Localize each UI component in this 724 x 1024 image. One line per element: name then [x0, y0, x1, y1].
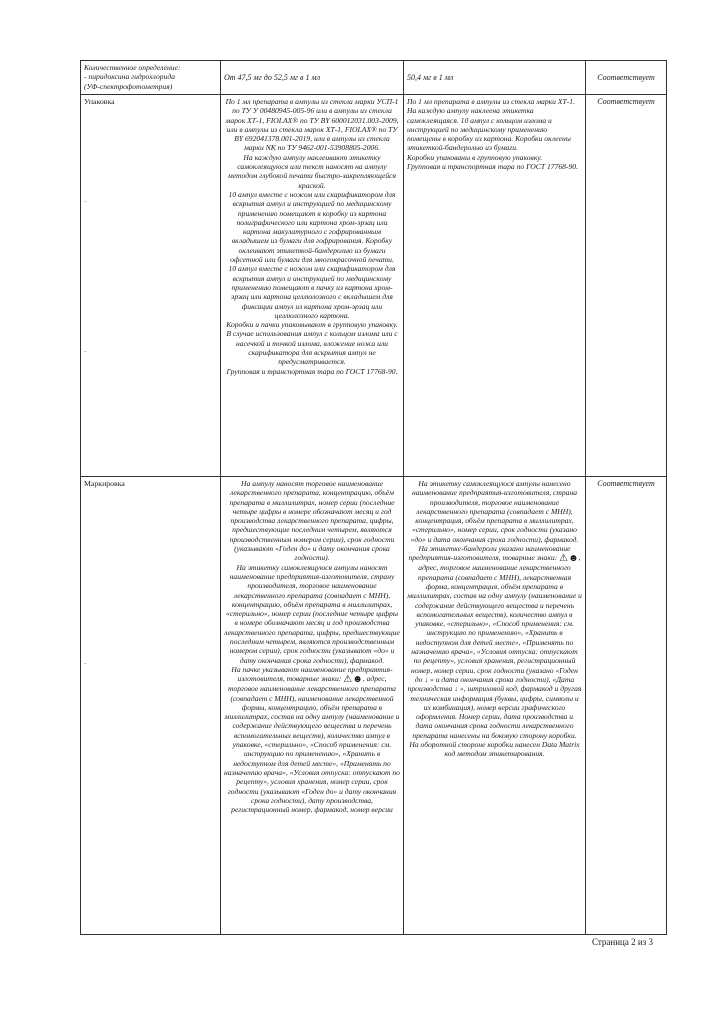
pack-name-cell: [81, 95, 221, 477]
mark-name: Маркировка: [84, 479, 125, 488]
quant-name-line: Количественное определение:: [84, 63, 181, 72]
page-number: Страница 2 из 3: [592, 937, 653, 947]
table-row-marking: [81, 477, 667, 935]
mark-norm-p3-rest: , адрес, торговое наименование лекарственного препарата (совпадает с МНН), наименование лекарственной формы, концентрацию, объём препарата в миллилитрах, состав на одну ампулу (наименование и содержание действующего вещества и перечень вспомогательных веществ), количество ампул в упаковке, «стерильно», «Способ применения: см. инструкцию по применению», «Хранить в недоступном для детей месте», «Применять по назначению врача», «Условия отпуска: отпускают по рецепту», условия хранения, номер серии, срок годности (указывают «Годен до» и дату окончания срока годности), дату производства, регистрационный номер, фармакод, номер версии: [224, 674, 400, 815]
pack-norm-paragraph: В случае использования ампул с кольцом излома или с насечкой и точкой излома, вложение ножа или скарификатора для вскрытия ампул не предусматривается.: [226, 329, 398, 367]
mascot-logo-icon: ☻: [352, 674, 363, 686]
quant-norm: От 47,5 мг до 52,5 мг в 1 мл: [224, 73, 321, 83]
mark-conclusion: Соответствует: [597, 479, 655, 488]
pack-conclusion-cell: [586, 95, 667, 477]
pack-norm-cell: [221, 95, 404, 477]
mark-norm-p3-start: На пачке указывают наименование предприятия-изготовителя, товарные знаки:: [231, 664, 393, 684]
pack-norm-paragraph: По 1 мл препарата в ампулы из стекла марки УСП-1 по ТУ У 00480945-005-96 или в ампулы из стекла марок ХТ-1, FIOLAX® по ТУ BY 600012031.003-2009, или в ампулы из стекла марок ХТ-1, FIOLAX® по ТУ BY 692041378.001-2019, или в ампулы из стекла марки NK по ТУ 9462-001-53908805-2006.: [225, 97, 399, 153]
pack-result-paragraph: Групповая и транспортная тара по ГОСТ 17768-90.: [407, 162, 578, 172]
mark-result-p2-rest: , адрес, торговое наименование лекарственного препарата (совпадает с МНН), лекарственная форма, концентрация, объём препарата в миллилитрах, состав на одну ампулу (наименование и содержание действующего вещества и перечень вспомогательных веществ), количество ампул в упаковке, «стерильно», «Способ применения: см. инструкцию по применению», «Хранить в недоступном для детей месте», «Применять по назначению врача», «Условия отпуска: отпускают по рецепту», условия хранения, регистрационный номер, номер серии, срок годности (указано «Годен до ↓ » и дата окончания срока годности), «Дата производства ↓ », штриховой код, фармакод и другая техническая информация (буквы, цифры, символы и их комбинация), номер версии графического оформления. Номер серии, дата производства и дата окончания срока годности лекарственного препарата нанесены на боковую сторону коробки. На оборотной стороне коробки нанесен Data Matrix код методом этикетирования.: [407, 553, 582, 759]
quant-name-line: (УФ-спектрофотометрия): [84, 81, 173, 91]
table-row-packaging: [81, 95, 667, 477]
pack-result-paragraph: Коробки упакованы в групповую упаковку.: [407, 152, 543, 162]
pack-conclusion: Соответствует: [597, 97, 655, 106]
pack-result-cell: [404, 95, 586, 477]
mark-result-paragraph: На этикетку самоклеящуюся ампулы нанесено наименование предприятия-изготовителя, страна производителя, торговое наименование лекарственного препарата (совпадает с МНН), концентрация, объём препарата в миллилитрах, «стерильно», номер серии, срок годности (указано «до» и дата окончания срока годности), фармакод.: [410, 479, 579, 544]
pack-result-paragraph: На каждую ампулу наклеена этикетка самоклеящаяся. 10 ампул с кольцом излома и инструкцией по медицинскому применению помещены в коробку из картона. Коробки оклеены этикеткой-бандеролью из бумаги.: [407, 106, 571, 153]
quant-norm-cell: [221, 61, 404, 95]
mark-norm-paragraph: На ампулу наносят торговое наименование лекарственного препарата, концентрацию, объём препарата в миллилитрах, номер серии (последние четыре цифры в номере обозначают месяц и год производства лекарственного препарата, цифры, предшествующие последним четырем, являются производственным номером серии), срок годности (указывают «Годен до» и дату окончания срока годности).: [229, 479, 395, 563]
mascot-logo-icon: ☻: [568, 553, 579, 565]
pack-norm-paragraph: Групповая и транспортная тара по ГОСТ 17768-90.: [226, 366, 398, 376]
mark-result-cell: [404, 477, 586, 935]
pack-dash: -: [84, 196, 87, 206]
quant-conclusion-cell: [586, 61, 667, 95]
pack-norm-paragraph: 10 ампул вместе с ножом или скарификатором для вскрытия ампул и инструкцией по медицинскому применению помещают в коробку из картона полиграфического или картона хром-эрзац или картона макулатурного с гофрированным вкладышем из бумаги для гофрирования. Коробку оклеивают этикеткой-бандеролью из бумаги офсетной или бумаги для многокрасочной печати.: [228, 189, 396, 265]
document-sheet: [80, 60, 666, 935]
pack-norm-paragraph: 10 ампул вместе с ножом или скарификатором для вскрытия ампул и инструкцией по медицинскому применению помещают в пачку из картона хром-эрзац или картона целлюлозного с вкладышем для фиксации ампул из картона хром-эрзац или целлюлозного картона.: [228, 264, 396, 320]
mark-name-cell: [81, 477, 221, 935]
table-row-quantitative: [81, 61, 667, 95]
quant-result-cell: [404, 61, 586, 95]
mark-result-paragraph: [407, 544, 582, 759]
mark-result-p2-start: На этикетке-бандероли указано наименование предприятия-изготовителя, товарные знаки:: [408, 544, 571, 563]
pack-norm-paragraph: Коробки и пачки упаковывают в групповую упаковку.: [226, 320, 398, 330]
pack-dash: -: [84, 345, 87, 355]
pack-name: Упаковка: [84, 97, 115, 106]
mark-norm-paragraph: На этикетку самоклеящуюся ампулы наносят наименование предприятия-изготовителя, страну производителя, торговое наименование лекарственного препарата (совпадает с МНН), концентрацию, объём препарата в миллилитрах, «стерильно», номер серии (последние четыре цифры в номере обозначают месяц и год производства лекарственного препарата, цифры, предшествующие последним четырем, являются производственным номером серии), срок годности (указывают «до» и дату окончания срока годности), фармакод.: [224, 562, 400, 665]
pharmacy-logo-icon: ⚠: [559, 553, 569, 565]
test-results-table: [80, 60, 667, 935]
pharmacy-logo-icon: ⚠: [343, 674, 353, 686]
quant-result: 50,4 мг в 1 мл: [407, 73, 454, 83]
mark-conclusion-cell: [586, 477, 667, 935]
quant-name-cell: [81, 61, 221, 95]
pack-result-paragraph: По 1 мл препарата в ампулы из стекла марки ХТ-1.: [407, 97, 575, 106]
pack-norm-paragraph: На каждую ампулу наклеивают этикетку самоклеящуюся или текст наносят на ампулу методом глубокой печати быстро-закрепляющейся краской.: [227, 152, 397, 190]
quant-conclusion: Соответствует: [597, 73, 655, 83]
mark-norm-cell: [221, 477, 404, 935]
quant-name-line: - пиридоксина гидрохлорида: [84, 72, 175, 82]
mark-dash: -: [84, 658, 87, 668]
mark-norm-paragraph: [224, 665, 400, 814]
